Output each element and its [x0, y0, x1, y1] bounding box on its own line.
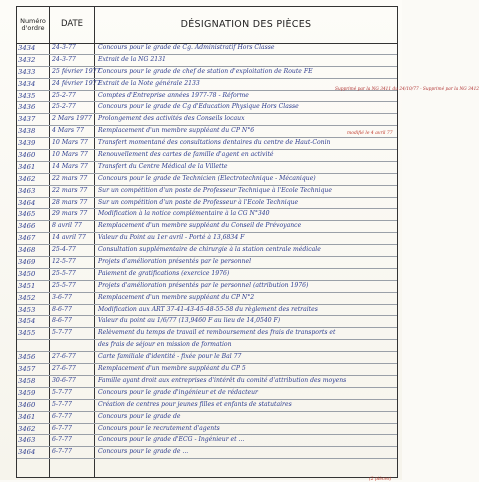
table-row — [17, 281, 397, 293]
table-row — [17, 269, 397, 281]
table-row — [17, 233, 397, 245]
row-number: 3469 — [18, 258, 36, 267]
row-designation: Transfert momentané des consultations dentaires du centre de Haut-Conin — [98, 139, 331, 147]
table-body — [17, 43, 397, 459]
row-date: 12-5-77 — [52, 258, 76, 266]
table-header — [17, 7, 397, 44]
row-date: 10 Mars 77 — [52, 151, 88, 159]
table-row — [17, 91, 397, 103]
row-date: 24-3-77 — [52, 55, 76, 63]
row-number: 3462 — [18, 174, 36, 183]
row-date: 3-6-77 — [52, 293, 72, 301]
table-row — [17, 340, 397, 352]
row-number: 3450 — [18, 269, 36, 278]
row-date: 25-2-77 — [52, 103, 76, 111]
row-date: 25-5-77 — [52, 281, 76, 289]
row-number: 3458 — [18, 376, 36, 385]
row-designation: Concours pour le grade de Cg. Administratif Hors Classe — [98, 44, 275, 51]
row-date: 6-7-77 — [52, 424, 72, 432]
table-row — [17, 114, 397, 126]
row-number: 3464 — [18, 448, 36, 457]
row-date: 5-7-77 — [52, 329, 72, 337]
row-date: 25-5-77 — [52, 269, 76, 277]
row-number: 3461 — [18, 412, 36, 421]
row-designation: Consultation supplémentaire de chirurgie à la station centrale médicale — [98, 246, 321, 254]
row-number: 3455 — [18, 329, 36, 338]
table-row — [17, 364, 397, 376]
row-date: 6-7-77 — [52, 412, 72, 420]
row-designation: Concours pour le grade de ... — [98, 448, 189, 456]
table-row — [17, 376, 397, 388]
row-number: 3460 — [18, 400, 36, 409]
row-date: 25-4-77 — [52, 246, 76, 254]
header-date: DATE — [60, 19, 84, 30]
row-number: 3466 — [18, 222, 36, 231]
row-number: 3437 — [18, 115, 36, 124]
row-number: 3468 — [18, 246, 36, 255]
row-number: 3464 — [18, 198, 36, 207]
table-row — [17, 316, 397, 328]
table-row — [17, 102, 397, 114]
row-designation: Valeur du Point au 1er avril - Porté à 13,6834 F — [98, 234, 245, 242]
row-date: 6-7-77 — [52, 448, 72, 456]
row-date: 8-6-77 — [52, 317, 72, 325]
row-designation: Remplacement d'un membre suppléant du CP 5 — [98, 365, 246, 373]
row-date: 14 Mars 77 — [52, 162, 88, 170]
row-designation: des frais de séjour en mission de formation — [98, 341, 232, 349]
table-row — [17, 447, 397, 459]
table-row — [17, 221, 397, 233]
row-number: 3435 — [18, 91, 36, 100]
row-designation: Concours pour le grade de Technicien (Electrotechnique - Mécanique) — [98, 174, 316, 182]
row-designation: Remplacement d'un membre suppléant du CP N°6 — [98, 127, 255, 135]
row-number: 3467 — [18, 234, 36, 243]
ledger-table — [16, 6, 479, 482]
row-number: 3456 — [18, 353, 36, 362]
row-date: 30-6-77 — [52, 376, 76, 384]
row-date: 24-3-77 — [52, 44, 76, 51]
row-date: 22 mars 77 — [52, 174, 88, 182]
row-date: 27-6-77 — [52, 365, 76, 373]
row-date: 4 Mars 77 — [52, 127, 84, 135]
table-row — [17, 198, 397, 210]
row-number: 3453 — [18, 305, 36, 314]
row-number: 3439 — [18, 139, 36, 148]
row-number: 3463 — [18, 186, 36, 195]
row-date: 5-7-77 — [52, 400, 72, 408]
table-row — [17, 257, 397, 269]
table-row — [17, 412, 397, 424]
table-row — [17, 150, 397, 162]
row-designation: Transfert du Centre Médical de la Villette — [98, 162, 228, 170]
row-designation: Concours pour le grade de chef de station d'exploitation de Route FE — [98, 67, 313, 75]
row-number: 3462 — [18, 424, 36, 433]
table-row — [17, 67, 397, 79]
row-designation: Renouvellement des cartes de famille d'agent en activité — [98, 151, 274, 159]
header-designation: DÉSIGNATION DES PIÈCES — [180, 18, 312, 30]
row-date: 28 mars 77 — [52, 198, 88, 206]
row-designation: Valeur du point au 1/6/77 (13,9460 F au lieu de 14,0540 F) — [98, 317, 281, 325]
row-date: 22 mars 77 — [52, 186, 88, 194]
row-designation: Concours pour le grade d'ECG - Ingénieur et ... — [98, 436, 245, 444]
row-date: 10 Mars 77 — [52, 139, 88, 147]
table-row — [17, 328, 397, 340]
row-number: 3438 — [18, 127, 36, 136]
row-designation: Modification à la notice complémentaire à la CG N°340 — [98, 210, 270, 218]
row-number: 3432 — [18, 55, 36, 64]
row-number: 3454 — [18, 317, 36, 326]
table-row — [17, 174, 397, 186]
row-designation: Projets d'amélioration présentés par le personnel — [98, 258, 252, 266]
row-designation: Prolongement des activités des Conseils locaux — [98, 115, 245, 123]
row-date: 5-7-77 — [52, 388, 72, 396]
row-designation: Concours pour le grade d'ingénieur et de rédacteur — [98, 388, 258, 396]
row-number: 3463 — [18, 436, 36, 445]
table-row — [17, 435, 397, 447]
row-designation: Sur un compétition d'un poste de Professeur Technique à l'Ecole Technique — [98, 186, 332, 194]
table-row — [17, 55, 397, 67]
table-row — [17, 424, 397, 436]
row-designation: Projets d'amélioration présentés par le personnel (attribution 1976) — [98, 281, 309, 289]
row-designation: Extrait de la Note générale 2133 — [98, 79, 200, 87]
row-designation: Remplacement d'un membre suppléant du CP N°2 — [98, 293, 255, 301]
row-date: 14 avril 77 — [52, 234, 86, 242]
row-designation: Création de centres pour jeunes filles et enfants de statutaires — [98, 400, 292, 408]
table-row — [17, 388, 397, 400]
margin-note: (2 pièces) — [369, 477, 392, 482]
row-date: 6-7-77 — [52, 436, 72, 444]
table-row — [17, 245, 397, 257]
row-number: 3433 — [18, 67, 36, 76]
row-date: 8-6-77 — [52, 305, 72, 313]
table-row — [17, 305, 397, 317]
table-row — [17, 43, 397, 55]
row-designation: Modification aux ART 37-41-43-45-48-55-58 du règlement des retraites — [98, 305, 318, 313]
row-number: 3461 — [18, 162, 36, 171]
row-number: 3436 — [18, 103, 36, 112]
row-designation: Extrait de la NG 2131 — [98, 55, 166, 63]
row-date: 27-6-77 — [52, 353, 76, 361]
row-designation: Paiement de gratifications (exercice 1976) — [98, 269, 230, 277]
row-date: 25-2-77 — [52, 91, 76, 99]
row-date: 8 avril 77 — [52, 222, 82, 230]
row-designation: Famille ayant droit aux entreprises d'intérêt du comité d'attribution des moyens — [98, 376, 347, 384]
row-designation: Carte familiale d'identité - fixée pour le Bal 77 — [98, 353, 242, 361]
table-row — [17, 209, 397, 221]
row-date: 24 février 1977 — [52, 79, 101, 87]
row-designation: Sur un compétition d'un poste de Professeur à l'Ecole Technique — [98, 198, 299, 206]
row-designation: Concours pour le grade de Cg d'Education Physique Hors Classe — [98, 103, 299, 111]
row-number: 3465 — [18, 210, 36, 219]
row-number: 3434 — [18, 44, 36, 52]
table-row — [17, 186, 397, 198]
row-number: 3452 — [18, 293, 36, 302]
row-designation: Relèvement du temps de travail et remboursement des frais de transports et — [98, 329, 336, 337]
table-row — [17, 352, 397, 364]
table-row — [17, 138, 397, 150]
table-row — [17, 400, 397, 412]
row-date: 25 février 1977 — [52, 67, 101, 75]
row-date: 29 mars 77 — [52, 210, 88, 218]
row-designation: Concours pour le grade de — [98, 412, 181, 420]
row-number: 3457 — [18, 365, 36, 374]
row-designation: Remplacement d'un membre suppléant du Conseil de Prévoyance — [98, 222, 302, 230]
margin-note: Supprimé par la NG 3411 du 24/10/77 - Supprimé par la NG 3412 — [335, 87, 479, 92]
table-row — [17, 162, 397, 174]
header-numero: Numéro d'ordre — [20, 16, 46, 32]
table-row — [17, 126, 397, 138]
table-row — [17, 293, 397, 305]
row-date: 2 Mars 1977 — [52, 115, 92, 123]
row-designation: Comptes d'Entreprise années 1977-78 - Réforme — [98, 91, 249, 99]
row-number: 3460 — [18, 151, 36, 160]
row-number: 3451 — [18, 281, 36, 290]
row-number: 3434 — [18, 79, 36, 88]
margin-note: modifié le 4 avril 77 — [347, 131, 393, 136]
row-designation: Concours pour le recrutement d'agents — [98, 424, 220, 432]
row-number: 3459 — [18, 388, 36, 397]
